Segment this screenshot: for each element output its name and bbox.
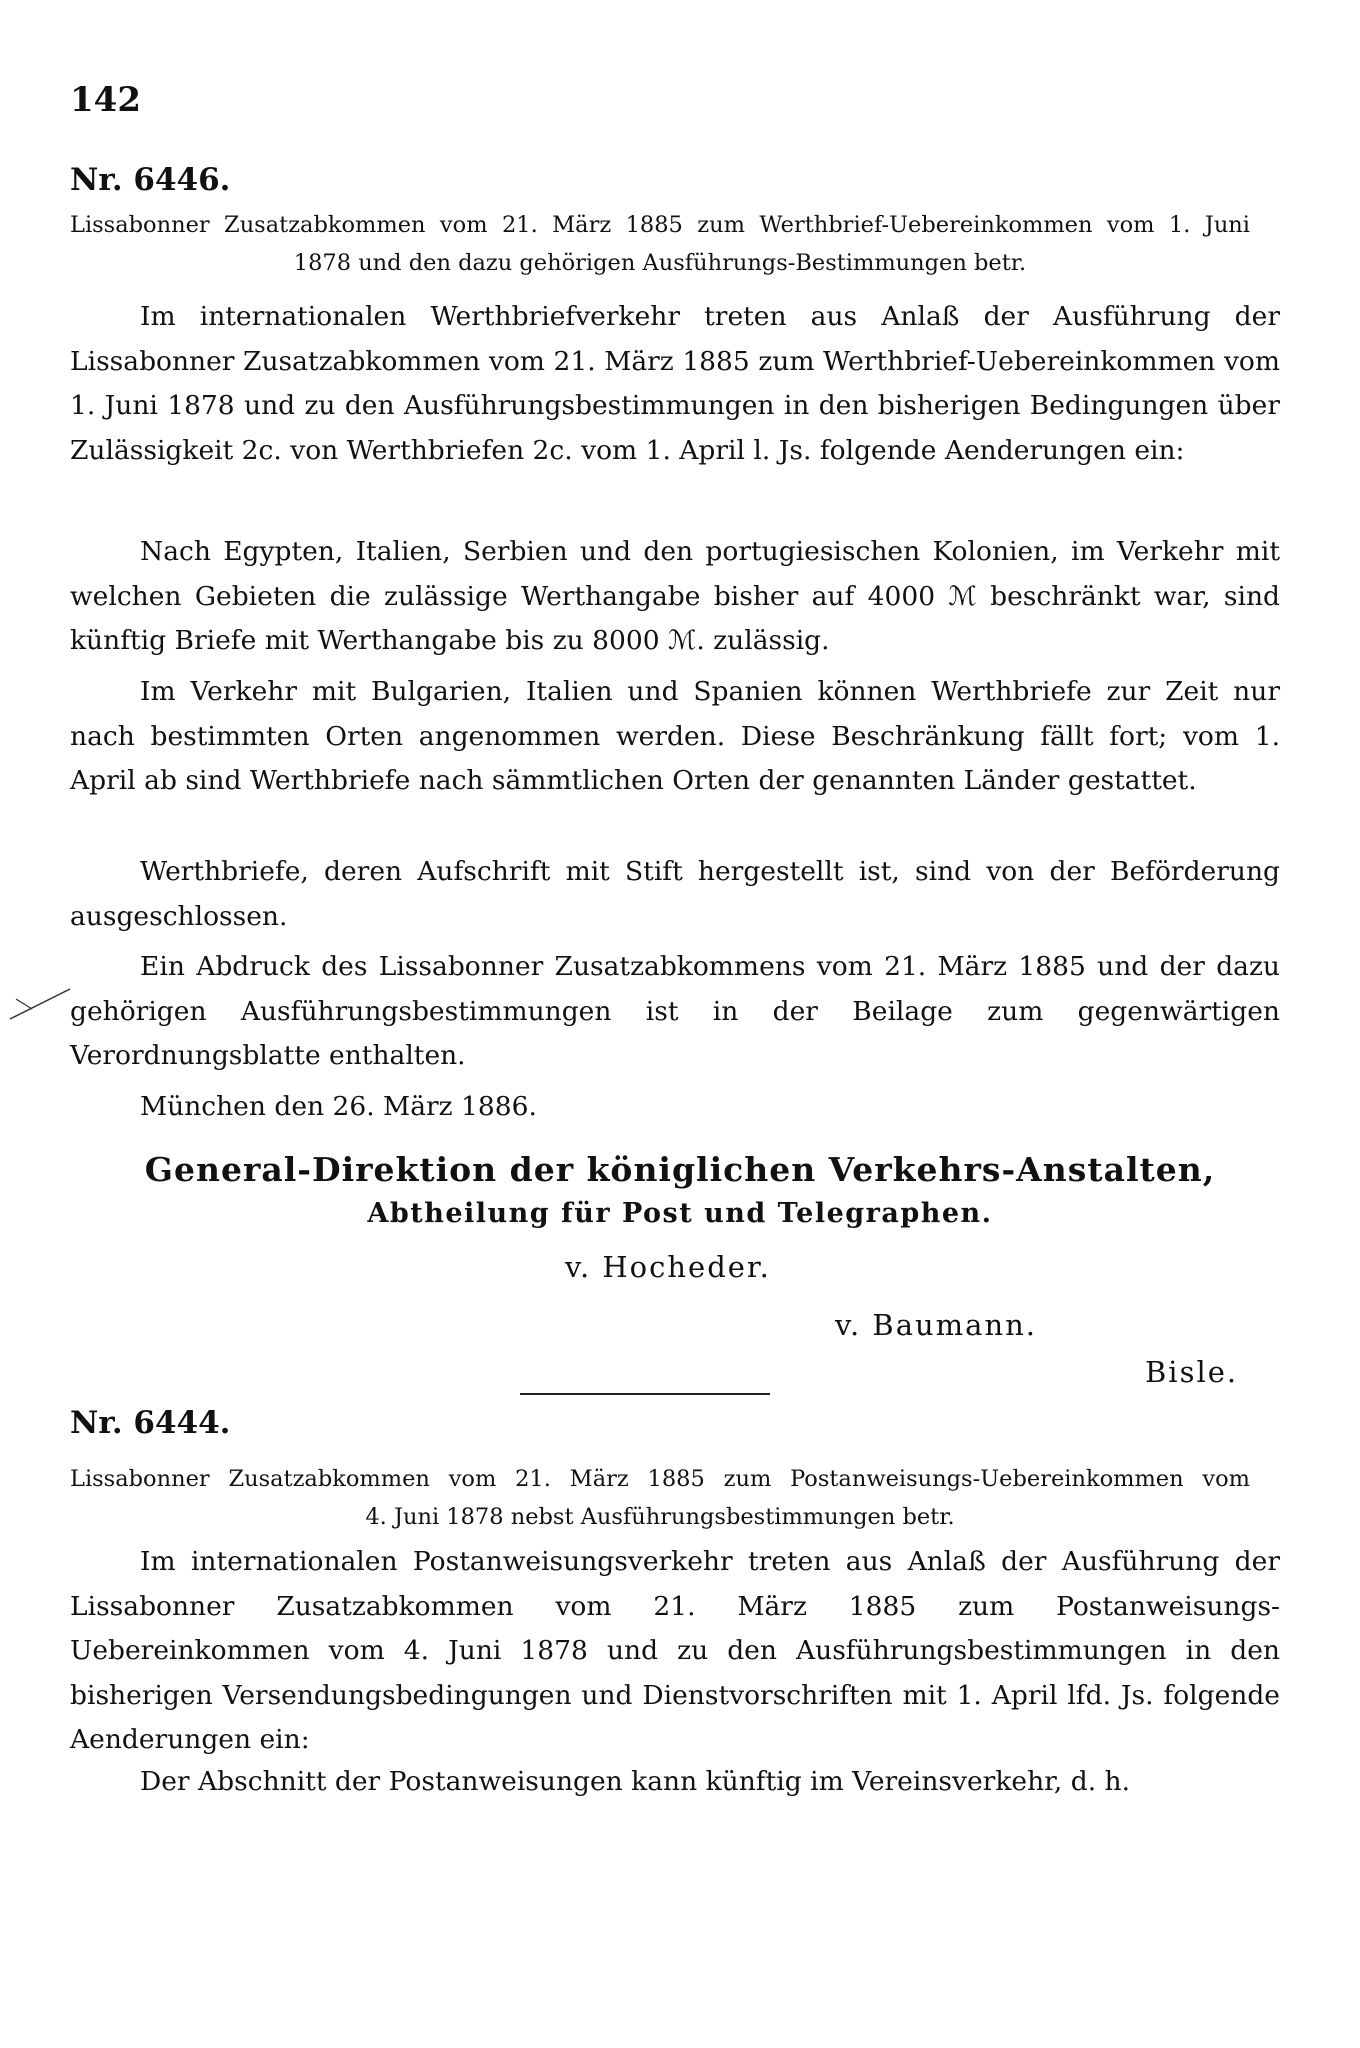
signature-heading: General-Direktion der königlichen Verkehrs-Anstalten, — [144, 1150, 1216, 1189]
section-subtitle — [70, 1460, 1250, 1536]
paragraph: Im internationalen Werthbriefverkehr treten aus Anlaß der Ausführung der Lissabonner Zusatzabkommen vom 21. März 1885 zum Werthbrief-Uebereinkommen vom 1. Juni 1878 und zu den Ausführungsbestimmungen in den bisherigen Bedingungen über Zulässigkeit 2c. von Werthbriefen 2c. vom 1. April l. Js. folgende Aenderungen ein: — [70, 301, 1280, 466]
paragraph: Ein Abdruck des Lissabonner Zusatzabkommens vom 21. März 1885 und der dazu gehörigen Ausführungsbestimmungen ist in der Beilage zum gegenwärtigen Verordnungsblatte enthalten. — [70, 951, 1280, 1071]
section-number: Nr. 6446. — [70, 162, 231, 198]
paragraph: Nach Egypten, Italien, Serbien und den portugiesischen Kolonien, im Verkehr mit welchen Gebieten die zulässige Werthangabe bisher auf 4000 ℳ beschränkt war, sind künftig Briefe mit Werthangabe bis zu 8000 ℳ. zulässig. — [70, 536, 1280, 656]
signature-subheading: Abtheilung für Post und Telegraphen. — [367, 1198, 993, 1229]
subtitle-line: Lissabonner Zusatzabkommen vom 21. März 1885 zum Postanweisungs-Uebereinkommen vom — [70, 1466, 1250, 1492]
page-number: 142 — [70, 80, 141, 120]
signature-name: Bisle. — [1145, 1355, 1239, 1389]
paragraph: Im internationalen Postanweisungsverkehr treten aus Anlaß der Ausführung der Lissabonner Zusatzabkommen vom 21. März 1885 zum Postanweisungs-Uebereinkommen vom 4. Juni 1878 und zu den Ausführungsbestimmungen in den bisherigen Versendungsbedingungen und Dienstvorschriften mit 1. April lfd. Js. folgende Aenderungen ein: — [70, 1546, 1280, 1755]
margin-pencil-mark — [8, 985, 78, 1025]
paragraph: Im Verkehr mit Bulgarien, Italien und Spanien können Werthbriefe zur Zeit nur nach bestimmten Orten angenommen werden. Diese Beschränkung fällt fort; vom 1. April ab sind Werthbriefe nach sämmtlichen Orten der genannten Länder gestattet. — [70, 676, 1280, 796]
section-subtitle — [70, 206, 1250, 282]
signature-name: v. Baumann. — [835, 1308, 1038, 1342]
signature-name: v. Hocheder. — [565, 1250, 771, 1284]
date-line: München den 26. März 1886. — [140, 1091, 537, 1122]
section-number: Nr. 6444. — [70, 1405, 231, 1441]
paragraph: Der Abschnitt der Postanweisungen kann künftig im Vereinsverkehr, d. h. — [140, 1766, 1131, 1797]
subtitle-line: Lissabonner Zusatzabkommen vom 21. März 1885 zum Werthbrief-Uebereinkommen vom 1. Juni — [70, 212, 1250, 238]
subtitle-line: 1878 und den dazu gehörigen Ausführungs-Bestimmungen betr. — [293, 250, 1027, 276]
section-divider — [520, 1393, 770, 1395]
paragraph: Werthbriefe, deren Aufschrift mit Stift hergestellt ist, sind von der Beförderung ausgeschlossen. — [70, 856, 1280, 932]
subtitle-line: 4. Juni 1878 nebst Ausführungsbestimmungen betr. — [365, 1504, 955, 1530]
